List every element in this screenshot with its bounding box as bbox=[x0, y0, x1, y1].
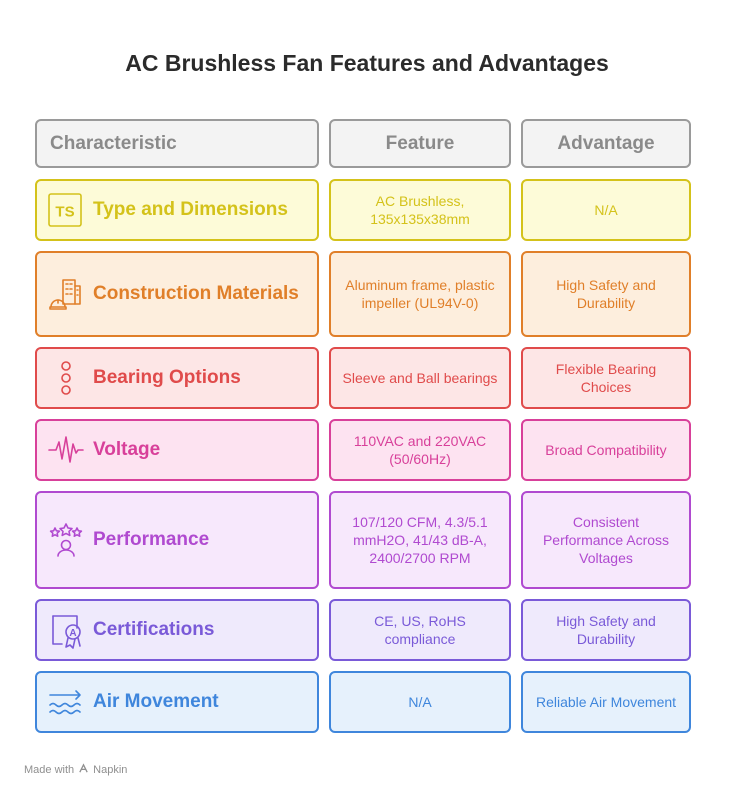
advantage-text: Reliable Air Movement bbox=[535, 694, 677, 710]
characteristic-label: Type and Dimensions bbox=[93, 199, 288, 220]
feature-text: CE, US, RoHS compliance bbox=[374, 613, 466, 647]
advantage-text: Flexible Bearing Choices bbox=[555, 361, 657, 395]
advantage-cell bbox=[521, 251, 691, 337]
advantage-cell bbox=[521, 347, 691, 409]
characteristic-label: Voltage bbox=[93, 439, 161, 460]
characteristic-label: Air Movement bbox=[93, 691, 219, 712]
header-feature: Feature bbox=[329, 119, 511, 168]
advantage-text: Broad Compatibility bbox=[545, 442, 667, 458]
performance-stars-icon bbox=[47, 521, 85, 559]
advantage-cell bbox=[521, 671, 691, 733]
napkin-brand-label: Napkin bbox=[93, 764, 128, 776]
advantage-text: N/A bbox=[594, 202, 618, 218]
feature-cell bbox=[329, 491, 511, 589]
characteristic-label: Certifications bbox=[93, 619, 215, 640]
characteristic-label: Construction Materials bbox=[93, 283, 299, 304]
feature-cell bbox=[329, 251, 511, 337]
svg-text:A: A bbox=[69, 628, 77, 639]
air-flow-icon bbox=[47, 683, 85, 721]
svg-text:TS: TS bbox=[55, 203, 75, 221]
ts-text-icon bbox=[47, 191, 85, 229]
characteristic-cell bbox=[35, 251, 319, 337]
page-title: AC Brushless Fan Features and Advantages bbox=[125, 50, 609, 76]
footer bbox=[24, 763, 127, 777]
feature-text: Sleeve and Ball bearings bbox=[342, 370, 498, 386]
feature-cell bbox=[329, 419, 511, 481]
bearing-circles-icon bbox=[47, 359, 85, 397]
advantage-text: High Safety and Durability bbox=[556, 613, 656, 647]
advantage-cell bbox=[521, 179, 691, 241]
feature-cell bbox=[329, 599, 511, 661]
feature-text: AC Brushless, 135x135x38mm bbox=[370, 193, 470, 227]
made-with-label: Made with bbox=[24, 764, 75, 776]
header-advantage: Advantage bbox=[521, 119, 691, 168]
certificate-badge-icon bbox=[47, 611, 85, 649]
advantage-text: High Safety and Durability bbox=[556, 277, 656, 311]
advantage-cell bbox=[521, 419, 691, 481]
feature-text: 107/120 CFM, 4.3/5.1 mmH2O, 41/43 dB-A, 2400/2700 RPM bbox=[352, 514, 488, 566]
characteristic-label: Bearing Options bbox=[93, 367, 241, 388]
characteristic-label: Performance bbox=[93, 529, 210, 550]
feature-text: 110VAC and 220VAC (50/60Hz) bbox=[353, 433, 487, 467]
advantage-cell bbox=[521, 491, 691, 589]
advantage-text: Consistent Performance Across Voltages bbox=[542, 514, 670, 566]
characteristic-cell bbox=[35, 179, 319, 241]
feature-cell bbox=[329, 179, 511, 241]
napkin-logo-icon bbox=[78, 763, 89, 777]
characteristic-cell bbox=[35, 671, 319, 733]
construction-building-icon bbox=[47, 275, 85, 313]
characteristic-cell bbox=[35, 599, 319, 661]
characteristic-cell bbox=[35, 491, 319, 589]
header-characteristic: Characteristic bbox=[35, 119, 319, 168]
advantage-cell bbox=[521, 599, 691, 661]
characteristic-cell bbox=[35, 419, 319, 481]
feature-text: N/A bbox=[408, 694, 432, 710]
feature-cell bbox=[329, 671, 511, 733]
waveform-icon bbox=[47, 431, 85, 469]
feature-cell bbox=[329, 347, 511, 409]
characteristic-cell bbox=[35, 347, 319, 409]
feature-text: Aluminum frame, plastic impeller (UL94V-0) bbox=[345, 277, 495, 311]
